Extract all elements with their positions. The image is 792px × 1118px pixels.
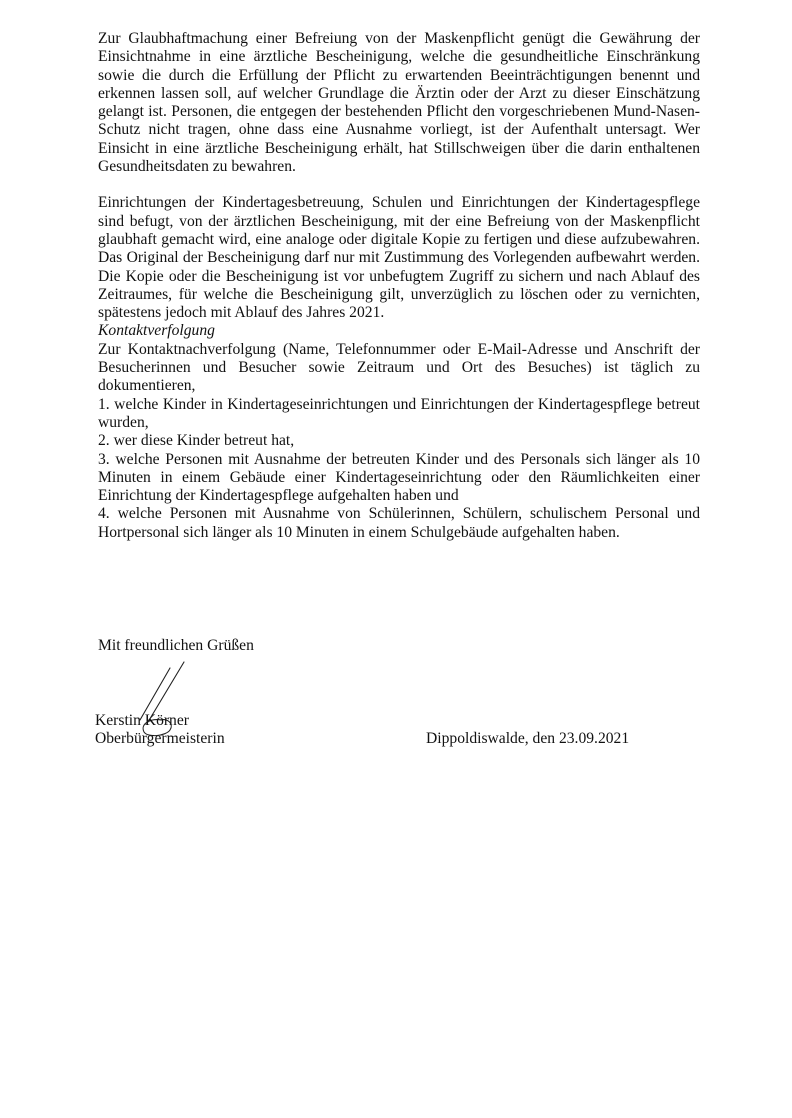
paragraph-certificate-copy: Einrichtungen der Kindertagesbetreuung, Schulen und Einrichtungen der Kindertagespflege sind befugt, von der ärztlichen Bescheinigung, mit der eine Befreiung von der Maskenpflicht glaubhaft gemacht wird, eine analoge oder digitale Kopie zu fertigen und diese aufzubewahren. Das Original der Bescheinigung darf nur mit Zustimmung des Vorlegenden aufbewahrt werden. Die Kopie oder die Bescheinigung ist vor unbefugtem Zugriff zu sichern und nach Ablauf des Zeitraumes, für welche die Bescheinigung gilt, unverzüglich zu löschen oder zu vernichten, spätestens jedoch mit Ablauf des Jahres 2021. — [98, 194, 700, 322]
section-heading-contact-tracing: Kontaktverfolgung — [98, 322, 215, 340]
contact-tracing-intro: Zur Kontaktnachverfolgung (Name, Telefonnummer oder E-Mail-Adresse und Anschrift der Besucherinnen und Besucher sowie Zeitraum und Ort des Besuches) ist täglich zu dokumentieren, — [98, 340, 700, 395]
signer-role: Oberbürgermeisterin — [95, 730, 225, 747]
list-item-1: 1. welche Kinder in Kindertageseinrichtungen und Einrichtungen der Kindertagespflege betreut wurden, — [98, 395, 700, 431]
place-and-date: Dippoldiswalde, den 23.09.2021 — [426, 730, 630, 747]
list-item-2: 2. wer diese Kinder betreut hat, — [98, 432, 295, 450]
paragraph-mask-exemption: Zur Glaubhaftmachung einer Befreiung von der Maskenpflicht genügt die Gewährung der Einsichtnahme in eine ärztliche Bescheinigung, welche die gesundheitliche Einschränkung sowie die durch die Erfüllung der Pflicht zu erwartenden Beeinträchtigungen benennt und erkennen lassen soll, auf welcher Grundlage die Ärztin oder der Arzt zu dieser Einschätzung gelangt ist. Personen, die entgegen der bestehenden Pflicht den vorgeschriebenen Mund-Nasen-Schutz nicht tragen, ohne dass eine Ausnahme vorliegt, ist der Aufenthalt untersagt. Wer Einsicht in eine ärztliche Bescheinigung erhält, hat Stillschweigen über die darin enthaltenen Gesundheitsdaten zu bewahren. — [98, 30, 700, 176]
list-item-4: 4. welche Personen mit Ausnahme von Schülerinnen, Schülern, schulischem Personal und Hortpersonal sich länger als 10 Minuten in einem Schulgebäude aufgehalten haben. — [98, 505, 700, 541]
letter-body — [98, 30, 700, 542]
signer-name: Kerstin Körner — [95, 712, 189, 729]
closing-greeting: Mit freundlichen Grüßen — [98, 637, 254, 654]
list-item-3: 3. welche Personen mit Ausnahme der betreuten Kinder und des Personals sich länger als 10 Minuten in einem Gebäude einer Kindertageseinrichtung oder den Räumlichkeiten einer Einrichtung der Kindertagespflege aufgehalten haben und — [98, 450, 700, 505]
